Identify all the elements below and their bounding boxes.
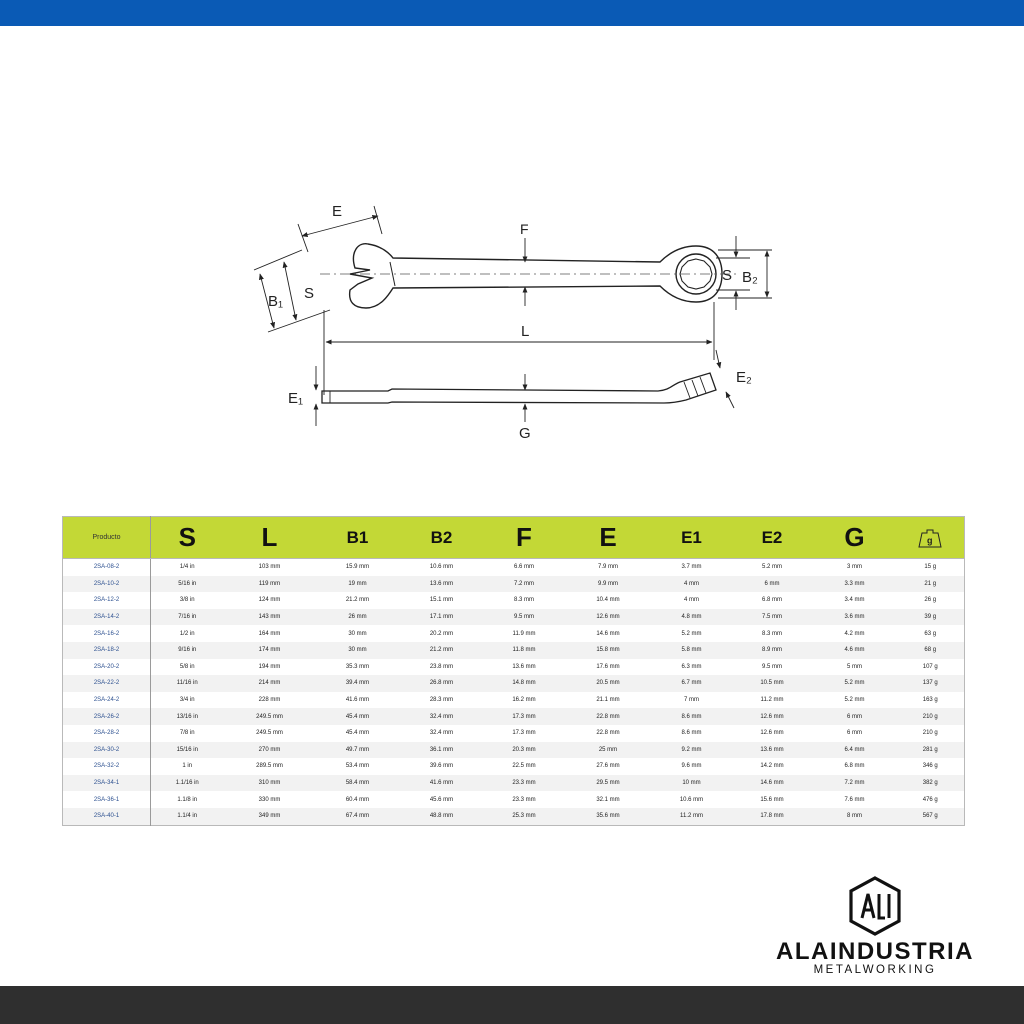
- value-cell: 10.5 mm: [760, 680, 784, 687]
- value-cell: 1.1/8 in: [177, 796, 198, 803]
- table-row: [63, 742, 965, 759]
- wrench-side-view: [322, 373, 716, 403]
- label-f: F: [520, 221, 529, 237]
- value-cell: 35.3 mm: [345, 663, 370, 670]
- value-cell: 4 mm: [684, 597, 699, 604]
- value-cell: 1/2 in: [179, 630, 195, 637]
- value-cell: 39.6 mm: [429, 763, 454, 770]
- table-row: [63, 625, 965, 642]
- table-row: [63, 708, 965, 725]
- value-cell: 1 in: [182, 763, 193, 770]
- value-cell: 30 mm: [348, 630, 367, 637]
- value-cell: 5 mm: [847, 663, 862, 670]
- product-code-cell: 2SA-26-2: [63, 708, 151, 725]
- label-e: E: [332, 203, 343, 220]
- value-cell: 23.3 mm: [512, 796, 536, 803]
- weight-icon: [918, 528, 942, 548]
- value-cell: 7.2 mm: [844, 780, 865, 787]
- label-b1: B₁: [268, 293, 284, 310]
- value-cell: 11.2 mm: [760, 697, 784, 704]
- value-cell: 15.9 mm: [345, 564, 370, 571]
- value-cell: 249.5 mm: [256, 730, 283, 737]
- value-cell: 107 g: [922, 663, 938, 670]
- value-cell: 20.5 mm: [596, 680, 620, 687]
- value-cell: 3.7 mm: [681, 564, 702, 571]
- weight-icon-label: g: [927, 535, 933, 545]
- product-code-cell: 2SA-12-2: [63, 592, 151, 609]
- value-cell: 3 mm: [847, 564, 862, 571]
- value-cell: 349 mm: [258, 813, 281, 820]
- table-row: [63, 675, 965, 692]
- value-cell: 10 mm: [682, 780, 701, 787]
- value-cell: 11.9 mm: [512, 630, 536, 637]
- value-cell: 3/8 in: [179, 597, 195, 604]
- value-cell: 12.6 mm: [760, 730, 784, 737]
- value-cell: 6 mm: [764, 580, 780, 587]
- value-cell: 6.4 mm: [844, 746, 865, 753]
- value-cell: 41.6 mm: [429, 780, 454, 787]
- value-cell: 27.6 mm: [596, 763, 620, 770]
- header-e1: E1: [652, 517, 732, 559]
- value-cell: 8.3 mm: [513, 597, 534, 604]
- header-g: G: [813, 517, 897, 559]
- header-e: E: [565, 517, 652, 559]
- value-cell: 23.3 mm: [512, 780, 536, 787]
- value-cell: 7/16 in: [178, 614, 197, 621]
- label-s-ring: S: [722, 267, 733, 284]
- value-cell: 6.7 mm: [681, 680, 702, 687]
- value-cell: 137 g: [922, 680, 938, 687]
- value-cell: 58.4 mm: [345, 780, 370, 787]
- table-row: [63, 592, 965, 609]
- value-cell: 270 mm: [258, 746, 281, 753]
- value-cell: 32.4 mm: [429, 730, 454, 737]
- value-cell: 16.2 mm: [512, 697, 536, 704]
- value-cell: 63 g: [924, 630, 937, 637]
- value-cell: 8.6 mm: [681, 730, 702, 737]
- value-cell: 14.2 mm: [760, 763, 784, 770]
- value-cell: 6 mm: [847, 713, 862, 720]
- top-bar: [0, 0, 1024, 26]
- value-cell: 13/16 in: [176, 713, 198, 720]
- header-s: S: [151, 517, 224, 559]
- value-cell: 11.2 mm: [680, 813, 703, 820]
- value-cell: 28.3 mm: [429, 697, 454, 704]
- value-cell: 10.6 mm: [429, 564, 454, 571]
- value-cell: 163 g: [922, 697, 938, 704]
- value-cell: 14.8 mm: [512, 680, 536, 687]
- value-cell: 5/8 in: [179, 663, 195, 670]
- value-cell: 5.8 mm: [681, 647, 702, 654]
- value-cell: 15.8 mm: [596, 647, 620, 654]
- value-cell: 11.8 mm: [512, 647, 536, 654]
- value-cell: 19 mm: [348, 580, 367, 587]
- label-e1: E₁: [288, 390, 304, 407]
- table-row: [63, 692, 965, 709]
- value-cell: 13.6 mm: [760, 746, 784, 753]
- label-s-open: S: [304, 285, 315, 302]
- value-cell: 39 g: [924, 614, 937, 621]
- value-cell: 6.3 mm: [681, 663, 702, 670]
- value-cell: 10.6 mm: [679, 796, 704, 803]
- product-code-cell: 2SA-16-2: [63, 625, 151, 642]
- product-code-cell: 2SA-18-2: [63, 642, 151, 659]
- value-cell: 382 g: [922, 780, 938, 787]
- value-cell: 17.8 mm: [760, 813, 784, 820]
- value-cell: 23.8 mm: [429, 663, 454, 670]
- table-row: [63, 808, 965, 825]
- value-cell: 26 mm: [348, 614, 367, 621]
- value-cell: 7.9 mm: [597, 564, 618, 571]
- brand-name: ALAINDUSTRIA: [776, 938, 974, 965]
- value-cell: 49.7 mm: [345, 746, 370, 753]
- product-code-cell: 2SA-14-2: [63, 609, 151, 626]
- header-producto: Producto: [63, 517, 151, 559]
- value-cell: 3/4 in: [179, 697, 195, 704]
- value-cell: 9.5 mm: [761, 663, 782, 670]
- value-cell: 22.5 mm: [512, 763, 536, 770]
- value-cell: 3.6 mm: [844, 614, 865, 621]
- value-cell: 8.3 mm: [761, 630, 782, 637]
- value-cell: 476 g: [922, 796, 938, 803]
- value-cell: 39.4 mm: [345, 680, 370, 687]
- value-cell: 9.2 mm: [681, 746, 702, 753]
- value-cell: 36.1 mm: [429, 746, 454, 753]
- value-cell: 17.3 mm: [512, 713, 536, 720]
- header-b2: B2: [400, 517, 484, 559]
- value-cell: 210 g: [922, 713, 938, 720]
- product-code-cell: 2SA-24-2: [63, 692, 151, 709]
- value-cell: 14.6 mm: [596, 630, 620, 637]
- value-cell: 17.6 mm: [596, 663, 620, 670]
- value-cell: 5.2 mm: [761, 564, 782, 571]
- value-cell: 7/8 in: [179, 730, 195, 737]
- value-cell: 164 mm: [258, 630, 281, 637]
- header-b1: B1: [316, 517, 400, 559]
- value-cell: 45.6 mm: [429, 796, 454, 803]
- table-row: [63, 758, 965, 775]
- value-cell: 330 mm: [258, 796, 281, 803]
- value-cell: 25 mm: [598, 746, 618, 753]
- table-row: [63, 659, 965, 676]
- value-cell: 6.8 mm: [844, 763, 865, 770]
- value-cell: 45.4 mm: [345, 713, 370, 720]
- value-cell: 15/16 in: [176, 746, 198, 753]
- value-cell: 228 mm: [258, 697, 281, 704]
- value-cell: 9/16 in: [178, 647, 197, 654]
- value-cell: 41.6 mm: [345, 697, 370, 704]
- wrench-diagram: [240, 190, 780, 450]
- value-cell: 12.6 mm: [596, 614, 620, 621]
- product-code-cell: 2SA-08-2: [63, 559, 151, 576]
- value-cell: 194 mm: [258, 663, 281, 670]
- product-code-cell: 2SA-34-1: [63, 775, 151, 792]
- value-cell: 11/16 in: [176, 680, 198, 687]
- header-e2: E2: [732, 517, 813, 559]
- value-cell: 32.1 mm: [596, 796, 620, 803]
- value-cell: 26 g: [924, 597, 937, 604]
- table-row: [63, 609, 965, 626]
- value-cell: 1.1/4 in: [177, 813, 198, 820]
- value-cell: 4.8 mm: [681, 614, 702, 621]
- header-l: L: [224, 517, 316, 559]
- value-cell: 124 mm: [258, 597, 281, 604]
- value-cell: 281 g: [922, 746, 938, 753]
- bottom-bar: [0, 986, 1024, 1024]
- table-row: [63, 725, 965, 742]
- value-cell: 21.1 mm: [596, 697, 620, 704]
- value-cell: 17.1 mm: [429, 614, 454, 621]
- product-code-cell: 2SA-10-2: [63, 576, 151, 593]
- value-cell: 8.6 mm: [681, 713, 702, 720]
- table-row: [63, 642, 965, 659]
- value-cell: 7.5 mm: [761, 614, 782, 621]
- label-e2: E₂: [736, 369, 752, 386]
- value-cell: 7 mm: [684, 697, 699, 704]
- value-cell: 15.1 mm: [429, 597, 454, 604]
- value-cell: 30 mm: [348, 647, 367, 654]
- brand-subtitle: METALWORKING: [813, 964, 937, 976]
- product-code-cell: 2SA-36-1: [63, 791, 151, 808]
- value-cell: 9.5 mm: [513, 614, 534, 621]
- value-cell: 26.8 mm: [429, 680, 454, 687]
- product-code-cell: 2SA-28-2: [63, 725, 151, 742]
- table-row: [63, 791, 965, 808]
- value-cell: 346 g: [922, 763, 938, 770]
- value-cell: 289.5 mm: [256, 763, 283, 770]
- value-cell: 7.2 mm: [513, 580, 534, 587]
- value-cell: 1.1/16 in: [175, 780, 199, 787]
- value-cell: 6 mm: [847, 730, 862, 737]
- value-cell: 25.3 mm: [512, 813, 536, 820]
- value-cell: 119 mm: [258, 580, 281, 587]
- value-cell: 7.6 mm: [844, 796, 865, 803]
- value-cell: 22.8 mm: [596, 730, 620, 737]
- value-cell: 5.2 mm: [844, 680, 865, 687]
- label-g: G: [519, 425, 531, 442]
- value-cell: 10.4 mm: [596, 597, 620, 604]
- brand-logo: [760, 876, 990, 976]
- value-cell: 13.6 mm: [512, 663, 536, 670]
- value-cell: 48.8 mm: [429, 813, 454, 820]
- product-code-cell: 2SA-20-2: [63, 659, 151, 676]
- value-cell: 53.4 mm: [345, 763, 370, 770]
- value-cell: 32.4 mm: [429, 713, 454, 720]
- label-b2: B₂: [742, 269, 758, 286]
- value-cell: 45.4 mm: [345, 730, 370, 737]
- value-cell: 143 mm: [258, 614, 281, 621]
- value-cell: 214 mm: [258, 680, 281, 687]
- value-cell: 4.2 mm: [844, 630, 865, 637]
- value-cell: 21 g: [924, 580, 937, 587]
- logo-mark: [848, 876, 902, 936]
- value-cell: 5.2 mm: [681, 630, 702, 637]
- table-row: [63, 775, 965, 792]
- value-cell: 14.6 mm: [760, 780, 784, 787]
- table-row: [63, 576, 965, 593]
- value-cell: 21.2 mm: [429, 647, 454, 654]
- product-code-cell: 2SA-22-2: [63, 675, 151, 692]
- table-body: [63, 559, 965, 826]
- header-weight: [897, 517, 965, 559]
- value-cell: 68 g: [924, 647, 937, 654]
- header-f: F: [484, 517, 565, 559]
- value-cell: 6.8 mm: [761, 597, 782, 604]
- spec-table: [62, 516, 965, 826]
- value-cell: 4.6 mm: [844, 647, 865, 654]
- value-cell: 310 mm: [258, 780, 281, 787]
- value-cell: 3.3 mm: [844, 580, 865, 587]
- value-cell: 15.6 mm: [760, 796, 784, 803]
- value-cell: 6.6 mm: [513, 564, 534, 571]
- label-l: L: [521, 323, 530, 340]
- value-cell: 4 mm: [684, 580, 699, 587]
- value-cell: 13.6 mm: [429, 580, 454, 587]
- value-cell: 17.3 mm: [512, 730, 536, 737]
- value-cell: 20.3 mm: [512, 746, 536, 753]
- value-cell: 103 mm: [258, 564, 281, 571]
- value-cell: 8 mm: [847, 813, 862, 820]
- table-header-row: [63, 517, 965, 559]
- value-cell: 249.5 mm: [256, 713, 283, 720]
- value-cell: 3.4 mm: [844, 597, 865, 604]
- value-cell: 567 g: [922, 813, 938, 820]
- value-cell: 21.2 mm: [345, 597, 370, 604]
- product-code-cell: 2SA-40-1: [63, 808, 151, 825]
- value-cell: 22.8 mm: [596, 713, 620, 720]
- value-cell: 174 mm: [258, 647, 281, 654]
- value-cell: 9.6 mm: [681, 763, 702, 770]
- value-cell: 29.5 mm: [596, 780, 620, 787]
- product-code-cell: 2SA-32-2: [63, 758, 151, 775]
- value-cell: 8.9 mm: [761, 647, 782, 654]
- value-cell: 5.2 mm: [844, 697, 865, 704]
- value-cell: 210 g: [922, 730, 938, 737]
- wrench-open-end: [350, 244, 722, 308]
- value-cell: 35.6 mm: [596, 813, 620, 820]
- table-row: [63, 559, 965, 576]
- value-cell: 67.4 mm: [345, 813, 370, 820]
- value-cell: 1/4 in: [179, 564, 195, 571]
- product-code-cell: 2SA-30-2: [63, 742, 151, 759]
- value-cell: 15 g: [924, 564, 937, 571]
- value-cell: 9.9 mm: [597, 580, 618, 587]
- value-cell: 20.2 mm: [429, 630, 454, 637]
- value-cell: 12.6 mm: [760, 713, 784, 720]
- value-cell: 60.4 mm: [345, 796, 370, 803]
- value-cell: 5/16 in: [178, 580, 197, 587]
